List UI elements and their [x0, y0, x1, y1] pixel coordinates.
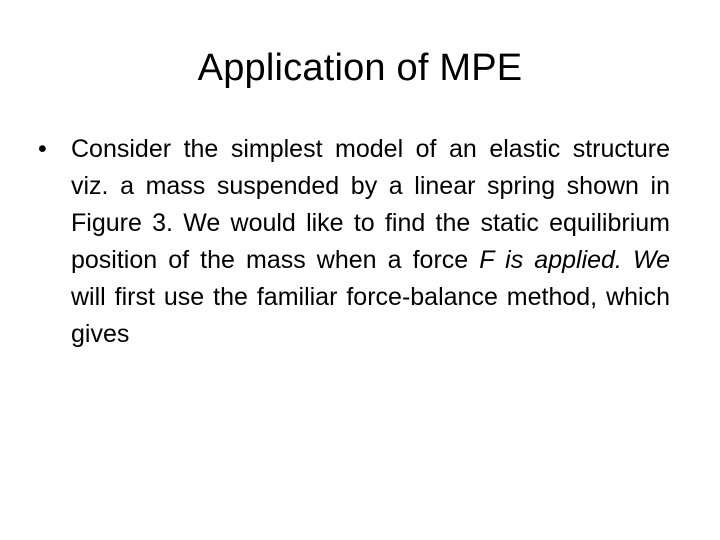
bullet-text-segment: Consider the simplest model of an elastic structure viz. a mass suspended by a linear spring shown in Figure 3. We would like to find the static equilibrium position of the mass when a force: [71, 135, 670, 274]
slide-title: Application of MPE: [197, 47, 523, 89]
bullet-text-segment: will first use the familiar force-balance method, which gives: [71, 283, 670, 348]
bullet-text-italic-segment: F is applied. We: [479, 246, 670, 274]
bullet-text: [71, 135, 670, 348]
bullet-item: [36, 131, 670, 353]
bullet-list: [36, 131, 670, 353]
bullet-icon: •: [38, 135, 47, 163]
